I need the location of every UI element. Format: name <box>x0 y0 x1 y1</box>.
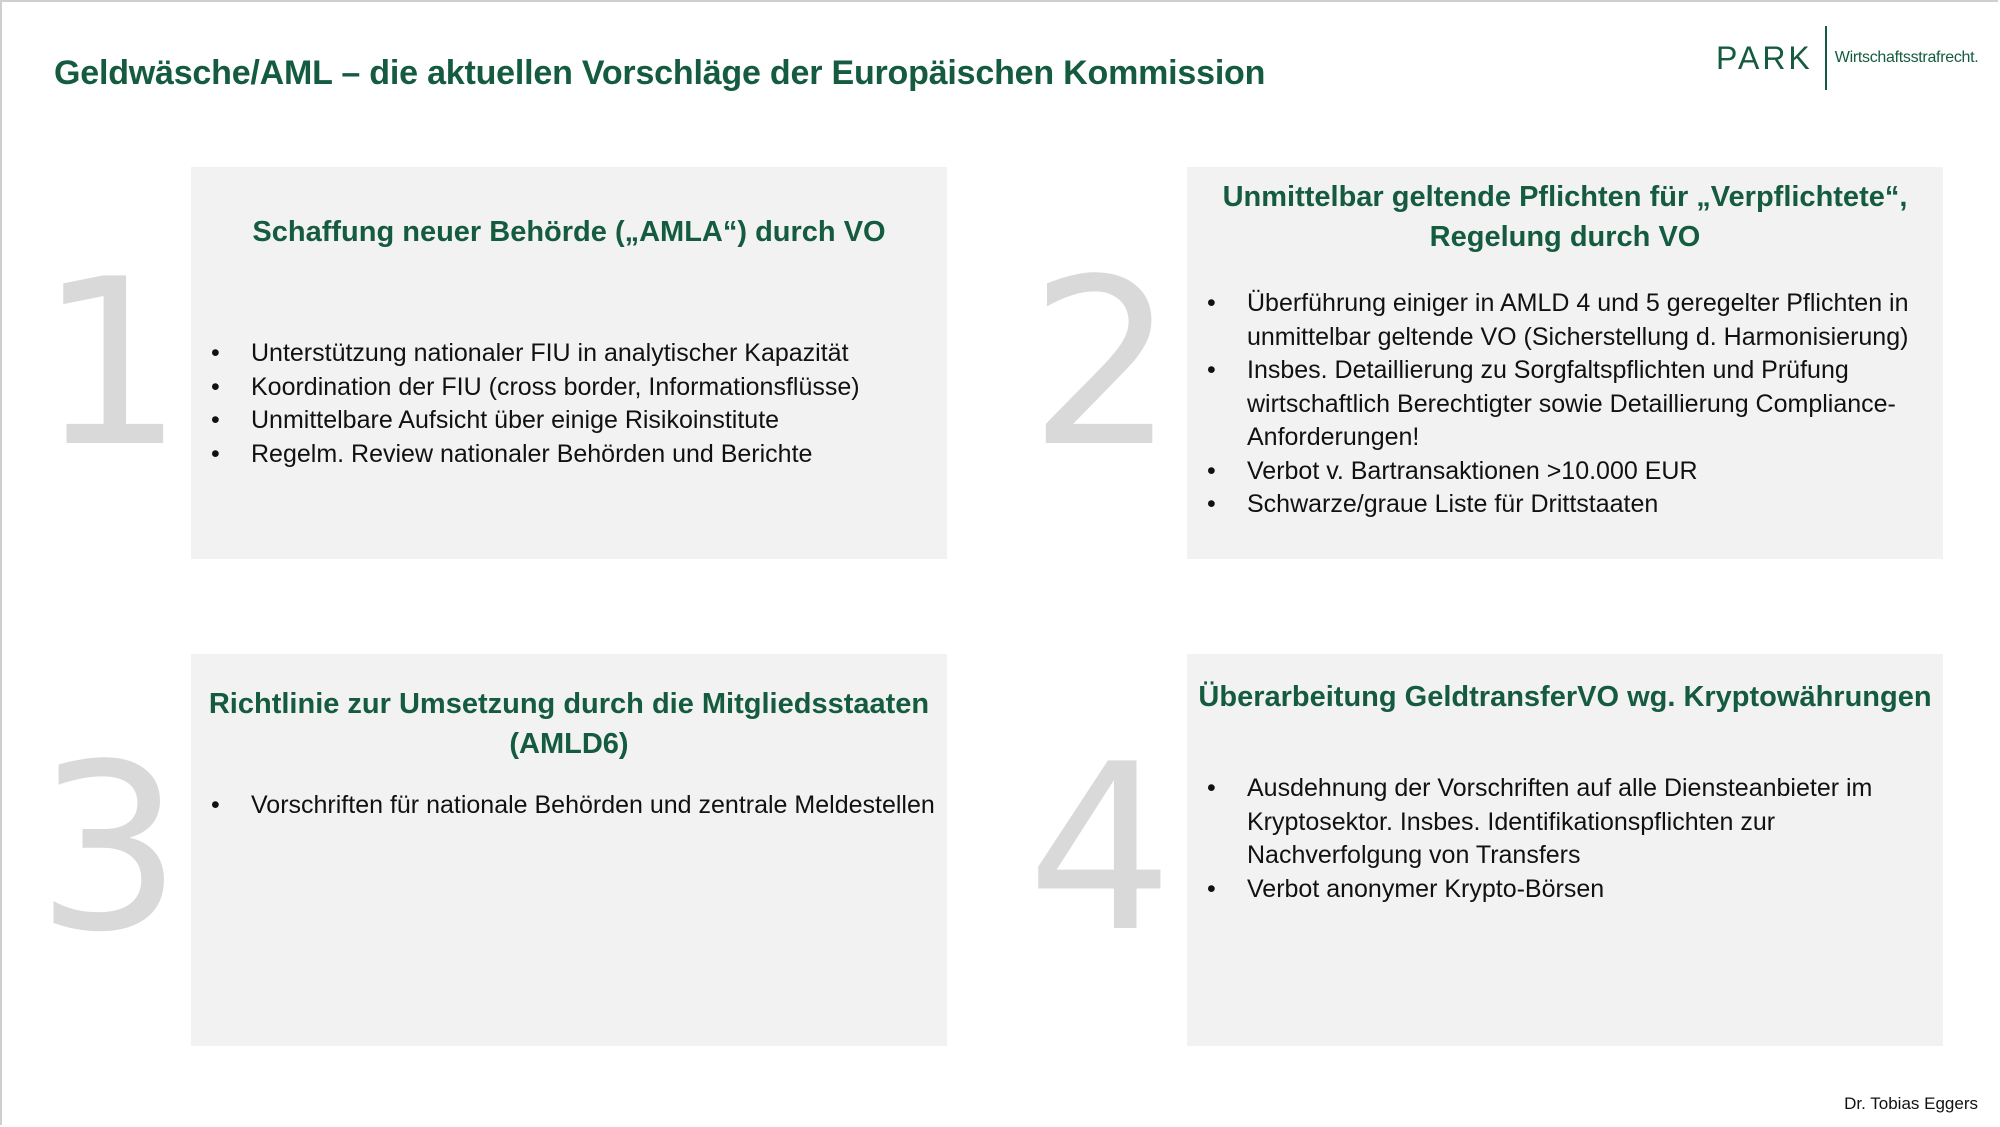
section-2-title: Unmittelbar geltende Pflichten für „Verpflichtete“, Regelung durch VO <box>1222 181 1908 253</box>
section-4-bullets <box>1207 772 1933 906</box>
section-3-title: Richtlinie zur Umsetzung durch die Mitgliedsstaaten (AMLD6) <box>208 688 930 760</box>
section-4-number: 4 <box>1027 716 1174 983</box>
list-item: • Verbot anonymer Krypto-Börsen <box>1207 873 1933 907</box>
author-footer: Dr. Tobias Eggers <box>1844 1094 1978 1113</box>
list-item: • Überführung einiger in AMLD 4 und 5 geregelter Pflichten in unmittelbar geltende VO (Sicherstellung d. Harmonisierung) <box>1207 287 1933 354</box>
section-3-panel <box>191 654 947 1046</box>
list-item: • Ausdehnung der Vorschriften auf alle Diensteanbieter im Kryptosektor. Insbes. Identifikationspflichten zur Nachverfolgung von Transfers <box>1207 772 1933 873</box>
section-4-title: Überarbeitung GeldtransferVO wg. Kryptowährungen <box>1198 681 1932 713</box>
section-2-bullets <box>1207 287 1933 522</box>
list-item: • Schwarze/graue Liste für Drittstaaten <box>1207 488 1933 522</box>
section-2-number: 2 <box>1029 231 1176 498</box>
section-1-bullets <box>211 337 937 471</box>
list-item: • Unmittelbare Aufsicht über einige Risikoinstitute <box>211 404 937 438</box>
park-logo <box>1716 26 1978 90</box>
logo-divider <box>1825 26 1827 90</box>
section-4-panel <box>1187 654 1943 1046</box>
list-item: • Regelm. Review nationaler Behörden und Berichte <box>211 438 937 472</box>
section-3-number: 3 <box>36 716 183 983</box>
list-item: • Vorschriften für nationale Behörden und zentrale Meldestellen <box>211 789 937 823</box>
list-item: • Koordination der FIU (cross border, Informationsflüsse) <box>211 371 937 405</box>
list-item: • Unterstützung nationaler FIU in analytischer Kapazität <box>211 337 937 371</box>
logo-subtitle: Wirtschaftsstrafrecht. <box>1834 49 1979 66</box>
list-item: • Verbot v. Bartransaktionen >10.000 EUR <box>1207 455 1933 489</box>
slide-title: Geldwäsche/AML – die aktuellen Vorschläge der Europäischen Kommission <box>54 54 1266 92</box>
section-1-title: Schaffung neuer Behörde („AMLA“) durch VO <box>252 216 886 248</box>
section-3-bullets <box>211 789 937 823</box>
list-item: • Insbes. Detaillierung zu Sorgfaltspflichten und Prüfung wirtschaftlich Berechtigter sowie Detaillierung Compliance-Anforderungen! <box>1207 354 1933 455</box>
section-1-number: 1 <box>38 231 185 498</box>
section-1-panel <box>191 167 947 559</box>
logo-wordmark: PARK <box>1716 39 1813 76</box>
section-2-panel <box>1187 167 1943 559</box>
